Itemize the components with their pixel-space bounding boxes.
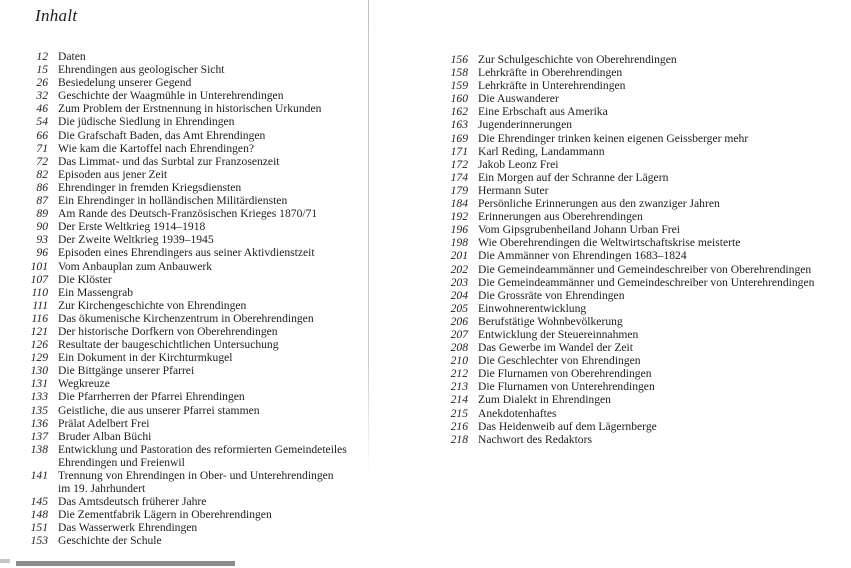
toc-entry <box>20 286 380 299</box>
toc-entry <box>440 118 840 131</box>
toc-entry <box>440 132 840 145</box>
toc-page-number: 179 <box>450 183 468 197</box>
toc-entry-title: Entwicklung der Steuereinnahmen <box>478 327 639 341</box>
toc-page-number: 111 <box>32 298 48 312</box>
page-title: Inhalt <box>35 6 78 25</box>
toc-entry-title: Ehrendingen und Freienwil <box>58 455 185 469</box>
toc-entry <box>20 273 380 286</box>
toc-entry <box>20 155 380 168</box>
toc-entry <box>20 207 380 220</box>
toc-entry <box>20 220 380 233</box>
toc-entry-title: Das Limmat- und das Surbtal zur Franzosenzeit <box>58 154 280 168</box>
toc-page-number: 158 <box>450 66 468 80</box>
toc-entry-title: Das Heidenweib auf dem Lägernberge <box>478 419 657 433</box>
toc-entry <box>440 145 840 158</box>
toc-page-number: 215 <box>450 406 468 420</box>
toc-entry-title: Vom Anbauplan zum Anbauwerk <box>58 259 213 273</box>
toc-entry <box>440 328 840 341</box>
toc-page-number: 208 <box>450 341 468 355</box>
toc-entry-title: Lehrkräfte in Unterehrendingen <box>478 79 626 93</box>
toc-page-number: 203 <box>450 275 468 289</box>
toc-page-number: 130 <box>30 364 48 378</box>
toc-entry-title: Die Pfarrherren der Pfarrei Ehrendingen <box>58 390 245 404</box>
toc-entry-title: Die Gemeindeammänner und Gemeindeschreiber von Oberehrendingen <box>478 262 812 276</box>
toc-entry-title: Trennung von Ehrendingen in Ober- und Unterehrendingen <box>58 469 334 482</box>
toc-entry <box>440 367 840 380</box>
scan-artifact-bar-small <box>0 559 10 563</box>
toc-page-number: 135 <box>30 403 48 417</box>
toc-page-number: 32 <box>36 89 48 103</box>
toc-entry <box>440 53 840 66</box>
toc-entry <box>440 184 840 197</box>
toc-entry-title: Die Ehrendinger trinken keinen eigenen Geissberger mehr <box>478 131 749 145</box>
toc-entry-title: Ein Morgen auf der Schranne der Lägern <box>478 170 669 184</box>
toc-entry <box>20 129 380 142</box>
toc-page-number: 131 <box>30 377 48 391</box>
toc-entry <box>20 534 380 547</box>
toc-page-number: 151 <box>30 521 48 535</box>
toc-entry-title: Wie Oberehrendingen die Weltwirtschaftskrise meisterte <box>478 236 741 250</box>
toc-page-number: 196 <box>450 223 468 237</box>
toc-page-number: 212 <box>450 367 468 381</box>
toc-entry <box>20 102 380 115</box>
toc-entry-title: Ehrendingen aus geologischer Sicht <box>58 63 225 77</box>
toc-column-right <box>440 53 840 446</box>
toc-entry <box>20 364 380 377</box>
toc-entry-title: Bruder Alban Büchi <box>58 429 152 443</box>
toc-entry <box>440 289 840 302</box>
toc-entry-title: Entwicklung und Pastoration des reformierten Gemeindeteiles <box>58 442 347 456</box>
toc-page-number: 136 <box>30 416 48 430</box>
toc-entry-title: Die Flurnamen von Oberehrendingen <box>478 367 652 381</box>
toc-entry-title: Zum Dialekt in Ehrendingen <box>478 393 611 407</box>
toc-entry <box>440 210 840 223</box>
toc-entry-title: Nachwort des Redaktors <box>478 432 592 446</box>
toc-entry <box>20 89 380 102</box>
toc-page-number <box>20 482 48 495</box>
toc-entry-title: Der Zweite Weltkrieg 1939–1945 <box>58 233 214 247</box>
toc-entry-title: Das Wasserwerk Ehrendingen <box>58 521 198 535</box>
toc-entry <box>20 142 380 155</box>
toc-entry <box>20 76 380 89</box>
toc-entry-title: Die Flurnamen von Unterehrendingen <box>478 380 655 394</box>
toc-page-number: 126 <box>30 338 48 352</box>
toc-page-number: 72 <box>36 154 48 168</box>
toc-page-number: 171 <box>450 144 468 158</box>
toc-entry-title: Die Ammänner von Ehrendingen 1683–1824 <box>478 249 687 263</box>
toc-page-number: 66 <box>36 128 48 142</box>
toc-entry <box>440 354 840 367</box>
toc-entry <box>20 299 380 312</box>
toc-entry-title: Jugenderinnerungen <box>478 118 573 132</box>
toc-page-number: 121 <box>30 324 48 338</box>
toc-entry-title: Anekdotenhaftes <box>478 406 557 420</box>
toc-entry <box>20 377 380 390</box>
toc-entry <box>440 197 840 210</box>
toc-entry-title: Jakob Leonz Frei <box>478 157 559 171</box>
toc-entry <box>20 260 380 273</box>
toc-page-number: 82 <box>36 167 48 181</box>
toc-page-number: 86 <box>36 180 48 194</box>
toc-entry-title: Erinnerungen aus Oberehrendingen <box>478 210 643 224</box>
toc-page-number: 174 <box>450 170 468 184</box>
toc-entry-title: Die Gemeindeammänner und Gemeindeschreiber von Unterehrendingen <box>478 275 815 289</box>
toc-entry <box>20 115 380 128</box>
toc-page-number: 129 <box>30 351 48 365</box>
toc-entry-title: Persönliche Erinnerungen aus den zwanziger Jahren <box>478 197 720 211</box>
toc-entry-title: Am Rande des Deutsch-Französischen Krieges 1870/71 <box>58 207 318 221</box>
toc-entry-title: Zur Schulgeschichte von Oberehrendingen <box>478 53 677 66</box>
toc-entry <box>440 249 840 262</box>
toc-page-number: 163 <box>450 118 468 132</box>
toc-entry-title: Die Zementfabrik Lägern in Oberehrendingen <box>58 508 272 522</box>
toc-entry-title: Eine Erbschaft aus Amerika <box>478 105 608 119</box>
toc-entry-title: Das Gewerbe im Wandel der Zeit <box>478 341 633 355</box>
toc-page-number: 201 <box>450 249 468 263</box>
toc-entry-title: Karl Reding, Landammann <box>478 144 605 158</box>
toc-page-number: 138 <box>30 442 48 456</box>
toc-page-number: 90 <box>36 220 48 234</box>
toc-page-number: 218 <box>450 432 468 446</box>
toc-entry-title: Geschichte der Waagmühle in Unterehrendingen <box>58 89 284 103</box>
toc-entry <box>440 79 840 92</box>
toc-page-number: 12 <box>36 50 48 63</box>
toc-entry-title: Prälat Adelbert Frei <box>58 416 150 430</box>
toc-page-number <box>20 456 48 469</box>
toc-page-number: 96 <box>36 246 48 260</box>
toc-page-number: 15 <box>36 63 48 77</box>
toc-entry <box>20 469 380 482</box>
toc-page-number: 156 <box>450 53 468 66</box>
toc-entry-title: Berufstätige Wohnbevölkerung <box>478 314 623 328</box>
toc-entry-title: Zur Kirchengeschichte von Ehrendingen <box>58 298 247 312</box>
toc-entry-title: Hermann Suter <box>478 183 549 197</box>
toc-entry-title: Die Grossräte von Ehrendingen <box>478 288 625 302</box>
toc-page-number: 207 <box>450 327 468 341</box>
toc-entry-title: Die jüdische Siedlung in Ehrendingen <box>58 115 235 129</box>
toc-entry-title: Zum Problem der Erstnennung in historischen Urkunden <box>58 102 322 116</box>
toc-page-number: 46 <box>36 102 48 116</box>
toc-page-number: 210 <box>450 354 468 368</box>
toc-entry <box>20 312 380 325</box>
toc-page-number: 184 <box>450 197 468 211</box>
toc-entry-title: Ein Dokument in der Kirchturmkugel <box>58 351 233 365</box>
toc-entry <box>440 276 840 289</box>
toc-page-number: 71 <box>36 141 48 155</box>
toc-entry-title: Daten <box>58 50 86 63</box>
toc-entry <box>20 50 380 63</box>
toc-entry-title: Die Klöster <box>58 272 112 286</box>
toc-entry-title: Geschichte der Schule <box>58 534 162 548</box>
toc-entry <box>20 246 380 259</box>
page-gutter-line <box>368 0 369 476</box>
toc-entry-title: Resultate der baugeschichtlichen Untersuchung <box>58 338 279 352</box>
toc-page-number: 110 <box>31 285 48 299</box>
toc-entry-title: Einwohnerentwicklung <box>478 301 587 315</box>
toc-entry <box>20 404 380 417</box>
toc-entry-title: Vom Gipsgrubenheiland Johann Urban Frei <box>478 223 681 237</box>
toc-entry <box>20 325 380 338</box>
toc-entry-continuation <box>20 456 380 469</box>
toc-entry <box>440 407 840 420</box>
toc-entry-title: Die Grafschaft Baden, das Amt Ehrendingen <box>58 128 266 142</box>
toc-page-number: 214 <box>450 393 468 407</box>
toc-page-number: 26 <box>36 76 48 90</box>
toc-entry-title: Der Erste Weltkrieg 1914–1918 <box>58 220 206 234</box>
toc-page-number: 87 <box>36 194 48 208</box>
toc-page-number: 107 <box>30 272 48 286</box>
toc-page-number: 101 <box>30 259 48 273</box>
toc-entry <box>440 223 840 236</box>
toc-entry <box>20 168 380 181</box>
toc-entry-title: im 19. Jahrhundert <box>58 482 146 496</box>
scan-artifact-bar-long <box>16 561 235 566</box>
toc-page-number: 160 <box>450 92 468 106</box>
toc-page-number: 148 <box>30 508 48 522</box>
toc-page-number: 192 <box>450 210 468 224</box>
toc-entry-title: Episoden eines Ehrendingers aus seiner Aktivdienstzeit <box>58 246 315 260</box>
toc-entry <box>440 380 840 393</box>
toc-page-number: 93 <box>36 233 48 247</box>
toc-page-number: 198 <box>450 236 468 250</box>
toc-page-number: 169 <box>450 131 468 145</box>
toc-entry <box>440 66 840 79</box>
toc-entry <box>20 443 380 456</box>
toc-entry <box>20 417 380 430</box>
toc-entry <box>440 393 840 406</box>
toc-entry-title: Ein Ehrendinger in holländischen Militärdiensten <box>58 194 288 208</box>
toc-entry <box>20 351 380 364</box>
toc-column-left <box>20 50 380 548</box>
toc-page-number: 153 <box>30 534 48 548</box>
toc-entry <box>20 495 380 508</box>
toc-entry-title: Besiedelung unserer Gegend <box>58 76 192 90</box>
toc-entry <box>20 338 380 351</box>
toc-page-number: 137 <box>30 429 48 443</box>
toc-page-number: 206 <box>450 314 468 328</box>
toc-page-number: 141 <box>30 469 48 482</box>
toc-entry <box>20 63 380 76</box>
toc-page-number: 89 <box>36 207 48 221</box>
toc-entry <box>440 315 840 328</box>
toc-entry-title: Geistliche, die aus unserer Pfarrei stammen <box>58 403 260 417</box>
toc-entry <box>440 420 840 433</box>
toc-page-number: 204 <box>450 288 468 302</box>
toc-entry-title: Der historische Dorfkern von Oberehrendingen <box>58 324 278 338</box>
toc-entry-title: Episoden aus jener Zeit <box>58 167 168 181</box>
toc-entry <box>440 341 840 354</box>
toc-page-number: 133 <box>30 390 48 404</box>
toc-entry <box>20 390 380 403</box>
toc-entry-title: Wie kam die Kartoffel nach Ehrendingen? <box>58 141 255 155</box>
toc-entry <box>440 105 840 118</box>
toc-entry-title: Die Geschlechter von Ehrendingen <box>478 354 641 368</box>
toc-entry <box>20 508 380 521</box>
toc-entry-title: Die Auswanderer <box>478 92 559 106</box>
toc-entry <box>440 171 840 184</box>
toc-entry <box>20 430 380 443</box>
toc-page-number: 216 <box>450 419 468 433</box>
toc-page-number: 172 <box>450 157 468 171</box>
toc-entry-title: Wegkreuze <box>58 377 110 391</box>
toc-page-number: 54 <box>36 115 48 129</box>
toc-entry <box>20 194 380 207</box>
toc-page-number: 159 <box>450 79 468 93</box>
toc-page-number: 213 <box>450 380 468 394</box>
toc-entry-title: Lehrkräfte in Oberehrendingen <box>478 66 623 80</box>
toc-page-number: 205 <box>450 301 468 315</box>
toc-page-number: 145 <box>30 495 48 509</box>
toc-entry-title: Das Amtsdeutsch früherer Jahre <box>58 495 207 509</box>
toc-entry <box>20 181 380 194</box>
toc-entry <box>20 521 380 534</box>
toc-entry <box>440 158 840 171</box>
toc-entry <box>440 302 840 315</box>
toc-entry-continuation <box>20 482 380 495</box>
toc-entry-title: Ehrendinger in fremden Kriegsdiensten <box>58 180 242 194</box>
toc-entry <box>440 433 840 446</box>
toc-page-number: 162 <box>450 105 468 119</box>
toc-entry <box>440 263 840 276</box>
toc-page-number: 202 <box>450 262 468 276</box>
toc-entry-title: Die Bittgänge unserer Pfarrei <box>58 364 195 378</box>
toc-entry <box>20 233 380 246</box>
toc-entry-title: Das ökumenische Kirchenzentrum in Oberehrendingen <box>58 311 314 325</box>
toc-entry-title: Ein Massengrab <box>58 285 134 299</box>
toc-entry <box>440 236 840 249</box>
toc-page-number: 116 <box>31 311 48 325</box>
toc-entry <box>440 92 840 105</box>
